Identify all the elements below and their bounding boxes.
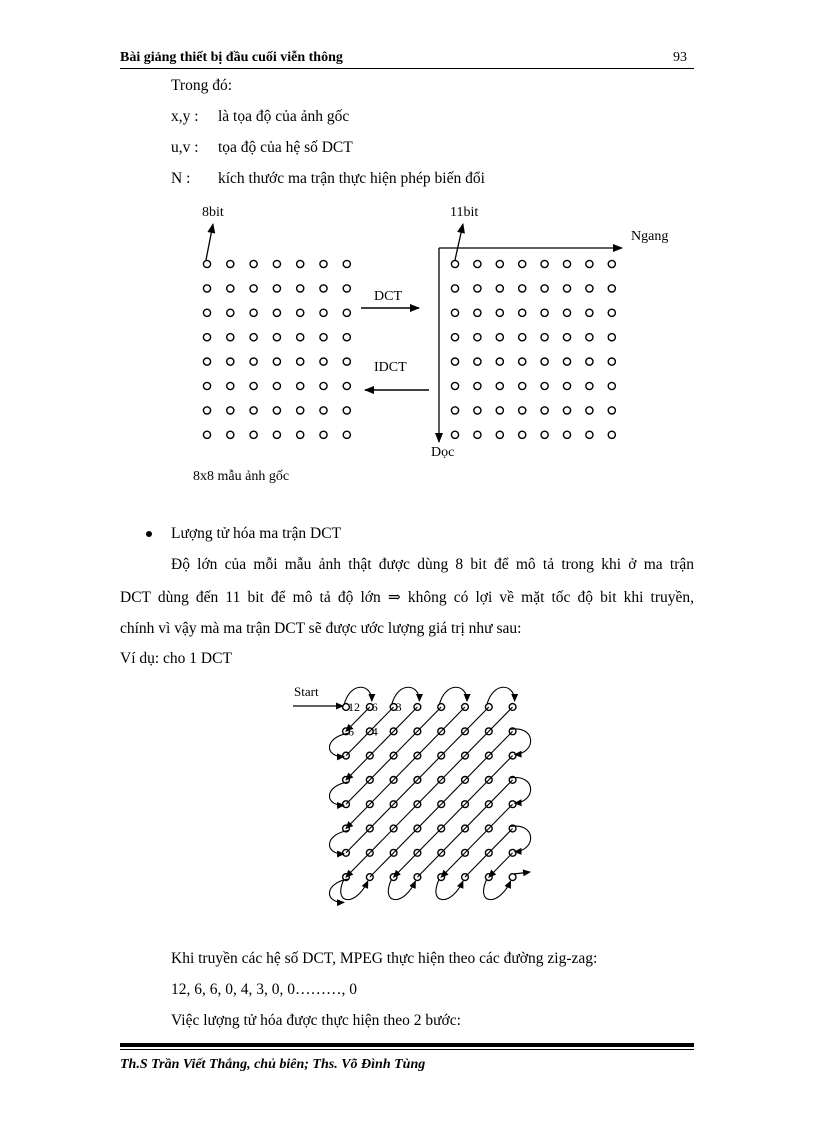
zigzag-segment — [329, 831, 348, 854]
zigzag-segment — [436, 879, 463, 900]
dct-coefficient — [496, 431, 503, 438]
bullet-icon — [146, 531, 152, 537]
figure1-caption: 8x8 mẫu ảnh gốc — [193, 469, 290, 484]
dct-coefficient — [541, 382, 548, 389]
coefficient-value: 6 — [348, 724, 354, 739]
dct-coefficient — [474, 358, 481, 365]
header-divider — [120, 68, 694, 69]
pixel-sample — [320, 431, 327, 438]
dct-coefficient — [474, 407, 481, 414]
dct-coefficient — [451, 431, 458, 438]
dct-coefficient — [496, 309, 503, 316]
paragraph-line-1: Độ lớn của mỗi mẫu ảnh thật được dùng 8 bit để mô tả trong khi ở ma trận — [171, 556, 694, 573]
pixel-sample — [273, 358, 280, 365]
dct-coefficient — [474, 382, 481, 389]
pixel-sample — [273, 382, 280, 389]
dct-matrix-grid — [451, 260, 615, 438]
dct-coefficient — [563, 407, 570, 414]
pixel-sample — [250, 407, 257, 414]
def-term-n: N : — [171, 170, 191, 187]
pixel-sample — [227, 431, 234, 438]
label-11bit: 11bit — [450, 205, 479, 220]
pixel-sample — [273, 309, 280, 316]
dct-coefficient — [608, 382, 615, 389]
dct-coefficient — [451, 260, 458, 267]
pixel-sample — [297, 407, 304, 414]
dct-coefficient — [563, 358, 570, 365]
zigzag-segment — [511, 778, 531, 804]
paragraph-line-3: chính vì vậy mà ma trận DCT sẽ được ước lượng giá trị như sau: — [120, 620, 522, 637]
pixel-sample — [320, 407, 327, 414]
arrow-11bit — [455, 224, 463, 260]
pixel-sample — [320, 260, 327, 267]
pixel-sample — [203, 309, 210, 316]
dct-coefficient — [586, 309, 593, 316]
pixel-sample — [343, 309, 350, 316]
zigzag-segment — [511, 826, 531, 852]
pixel-sample — [273, 285, 280, 292]
dct-coefficient — [586, 407, 593, 414]
zigzag-segment — [388, 879, 415, 900]
dct-coefficient — [496, 334, 503, 341]
pixel-sample — [320, 358, 327, 365]
dct-coefficient — [519, 382, 526, 389]
pixel-sample — [320, 285, 327, 292]
zigzag-segment — [489, 853, 513, 877]
pixel-sample — [297, 334, 304, 341]
dct-coefficient — [608, 431, 615, 438]
dct-coefficient — [451, 382, 458, 389]
pixel-sample — [227, 358, 234, 365]
pixel-sample — [203, 260, 210, 267]
label-8bit: 8bit — [202, 205, 224, 220]
pixel-sample — [273, 260, 280, 267]
zigzag-segment — [441, 804, 512, 877]
dct-coefficient — [519, 431, 526, 438]
pixel-sample — [343, 358, 350, 365]
pixel-sample — [343, 260, 350, 267]
paragraph-line-2: DCT dùng đến 11 bit để mô tả độ lớn ⇒ không có lợi về mặt tốc độ bit khi truyền, — [120, 589, 694, 606]
dct-coefficient — [519, 285, 526, 292]
pixel-sample — [297, 285, 304, 292]
pixel-sample — [297, 431, 304, 438]
dct-coefficient — [586, 334, 593, 341]
dct-coefficient — [541, 358, 548, 365]
dct-coefficient — [451, 407, 458, 414]
pixel-sample — [250, 358, 257, 365]
label-ngang: Ngang — [631, 229, 669, 244]
dct-coefficient — [474, 431, 481, 438]
pixel-sample — [203, 334, 210, 341]
def-desc-uv: tọa độ của hệ số DCT — [218, 139, 353, 156]
label-dct: DCT — [374, 289, 402, 304]
dct-coefficient — [519, 407, 526, 414]
pixel-sample — [297, 260, 304, 267]
zigzag-scan-path — [329, 687, 530, 902]
footer-divider-thin — [120, 1049, 694, 1050]
pixel-sample — [227, 407, 234, 414]
dct-coefficient — [563, 334, 570, 341]
zigzag-segment — [346, 707, 441, 804]
label-idct: IDCT — [374, 360, 407, 375]
pixel-sample — [227, 285, 234, 292]
footer-author: Th.S Trần Viết Thắng, chủ biên; Ths. Võ Đình Tùng — [120, 1057, 426, 1072]
coefficient-labels — [348, 700, 402, 738]
dct-coefficient — [474, 334, 481, 341]
start-label: Start — [294, 684, 319, 699]
pixel-sample — [227, 260, 234, 267]
dct-coefficient — [541, 309, 548, 316]
pixel-sample — [250, 334, 257, 341]
coefficient-value: 12 — [348, 700, 360, 714]
pixel-sample — [297, 358, 304, 365]
steps-text: Việc lượng tử hóa được thực hiện theo 2 bước: — [171, 1012, 461, 1029]
dct-coefficient — [608, 285, 615, 292]
dct-coefficient — [541, 334, 548, 341]
intro-text: Trong đó: — [171, 77, 233, 94]
pixel-sample — [343, 407, 350, 414]
pixel-sample — [343, 431, 350, 438]
dct-coefficient — [519, 334, 526, 341]
footer-divider-thick — [120, 1043, 694, 1047]
dct-coefficient — [496, 382, 503, 389]
zigzag-segment — [346, 707, 417, 780]
pixel-sample — [320, 382, 327, 389]
coefficient-sequence: 12, 6, 6, 0, 4, 3, 0, 0………, 0 — [171, 981, 357, 998]
pixel-sample — [203, 285, 210, 292]
pixel-sample — [203, 382, 210, 389]
dct-coefficient — [586, 431, 593, 438]
zigzag-text: Khi truyền các hệ số DCT, MPEG thực hiện theo các đường zig-zag: — [171, 950, 598, 967]
zigzag-segment — [329, 733, 348, 756]
pixel-sample — [320, 309, 327, 316]
coefficient-node — [509, 801, 516, 808]
dct-coefficient — [586, 358, 593, 365]
dct-coefficient — [451, 358, 458, 365]
pixel-matrix-grid — [203, 260, 350, 438]
dct-coefficient — [586, 382, 593, 389]
label-doc: Dọc — [431, 445, 455, 460]
dct-coefficient — [563, 285, 570, 292]
pixel-sample — [203, 358, 210, 365]
zigzag-diagram — [0, 670, 816, 920]
dct-coefficient — [451, 334, 458, 341]
zigzag-segment — [484, 879, 511, 900]
pixel-sample — [250, 285, 257, 292]
pixel-sample — [273, 407, 280, 414]
dct-coefficient — [608, 260, 615, 267]
pixel-sample — [343, 382, 350, 389]
pixel-sample — [250, 309, 257, 316]
dct-coefficient — [451, 285, 458, 292]
dct-coefficient — [541, 407, 548, 414]
arrow-8bit — [206, 224, 213, 260]
pixel-sample — [297, 382, 304, 389]
dct-coefficient — [541, 260, 548, 267]
coefficient-value: 4 — [371, 724, 378, 739]
zigzag-segment — [329, 782, 348, 805]
coefficient-value: 6 — [371, 700, 378, 714]
dct-coefficient — [474, 285, 481, 292]
bullet-heading: Lượng tử hóa ma trận DCT — [171, 525, 342, 542]
zigzag-segment — [487, 687, 515, 705]
pixel-sample — [343, 285, 350, 292]
zigzag-segment — [341, 879, 368, 900]
dct-diagram — [0, 195, 816, 490]
dct-coefficient — [608, 309, 615, 316]
dct-coefficient — [586, 260, 593, 267]
header-title: Bài giảng thiết bị đầu cuối viễn thông — [120, 50, 343, 65]
dct-coefficient — [496, 260, 503, 267]
dct-coefficient — [519, 309, 526, 316]
dct-coefficient — [474, 309, 481, 316]
pixel-sample — [343, 334, 350, 341]
pixel-sample — [203, 431, 210, 438]
pixel-sample — [320, 334, 327, 341]
coefficient-value: 3 — [395, 700, 402, 714]
def-term-uv: u,v : — [171, 139, 199, 156]
def-term-xy: x,y : — [171, 108, 199, 125]
def-desc-xy: là tọa độ của ảnh gốc — [218, 108, 350, 125]
pixel-sample — [250, 260, 257, 267]
dct-coefficient — [519, 260, 526, 267]
dct-coefficient — [563, 309, 570, 316]
dct-coefficient — [563, 431, 570, 438]
zigzag-segment — [439, 687, 467, 705]
zigzag-segment — [511, 729, 531, 755]
dct-coefficient — [608, 334, 615, 341]
pixel-sample — [297, 309, 304, 316]
pixel-sample — [273, 334, 280, 341]
pixel-sample — [227, 309, 234, 316]
pixel-sample — [250, 382, 257, 389]
pixel-sample — [227, 334, 234, 341]
dct-coefficient — [563, 382, 570, 389]
dct-coefficient — [608, 358, 615, 365]
page-number: 93 — [673, 50, 687, 65]
zigzag-segment — [346, 707, 465, 829]
zigzag-segment — [465, 829, 513, 878]
pixel-sample — [203, 407, 210, 414]
dct-coefficient — [496, 407, 503, 414]
def-desc-n: kích thước ma trận thực hiện phép biến đổi — [218, 170, 485, 187]
dct-coefficient — [496, 358, 503, 365]
dct-coefficient — [541, 285, 548, 292]
dct-coefficient — [586, 285, 593, 292]
zigzag-segment — [394, 756, 513, 878]
pixel-sample — [273, 431, 280, 438]
dct-coefficient — [608, 407, 615, 414]
pixel-sample — [227, 382, 234, 389]
coefficient-node — [509, 849, 516, 856]
pixel-sample — [250, 431, 257, 438]
coefficient-node — [509, 874, 516, 881]
dct-coefficient — [519, 358, 526, 365]
end-arrow — [514, 872, 530, 874]
dct-coefficient — [541, 431, 548, 438]
dct-coefficient — [496, 285, 503, 292]
example-label: Ví dụ: cho 1 DCT — [120, 650, 232, 667]
zigzag-segment — [417, 780, 512, 877]
dct-coefficient — [451, 309, 458, 316]
dct-coefficient — [474, 260, 481, 267]
dct-coefficient — [563, 260, 570, 267]
